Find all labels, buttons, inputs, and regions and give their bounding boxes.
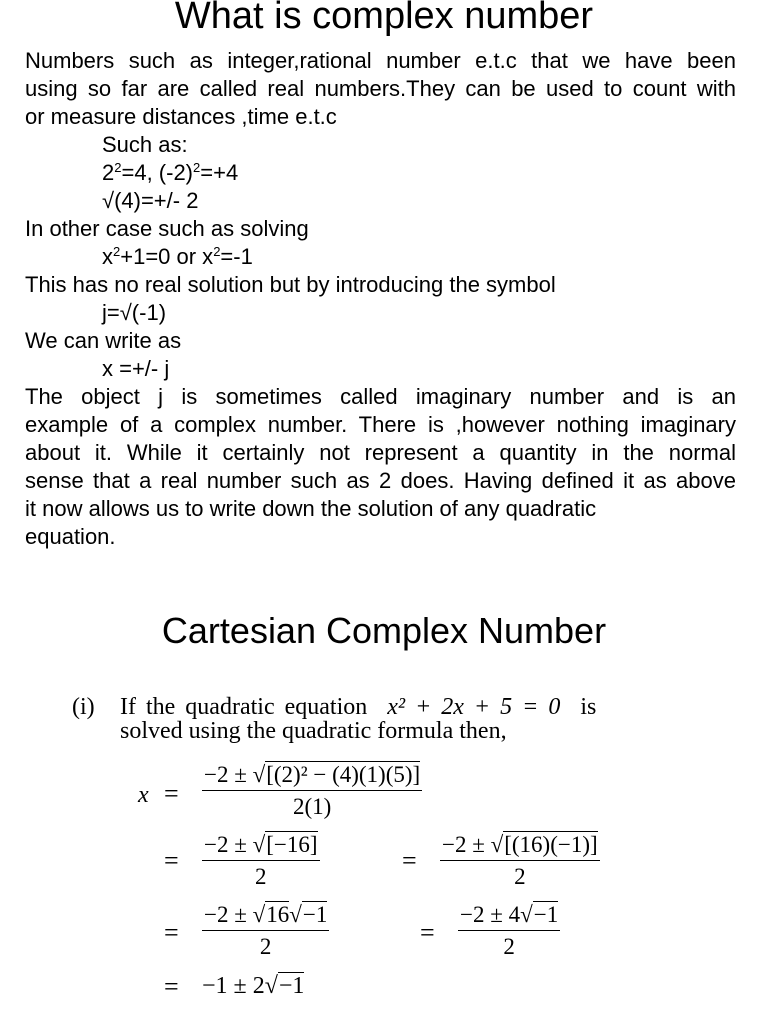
equals-sign-4: = — [164, 918, 179, 947]
intro-line-1: Numbers such as integer,rational number e.t.c that we have been — [25, 48, 736, 73]
equals-sign-3: = — [402, 846, 417, 875]
page-title: What is complex number — [174, 0, 594, 37]
fraction-3: $\frac{-2 \pm √[(16)(-1)]}{2}$ — [442, 832, 598, 889]
example-root: √(4)=+/- 2 — [102, 188, 199, 213]
paragraph-line-4: sense that a real number such as 2 does. Having defined it as above — [25, 468, 736, 493]
x-variable: x — [138, 782, 149, 808]
equals-sign-2: = — [164, 846, 179, 875]
paragraph-line-3: about it. While it certainly not represent a quantity in the normal — [25, 440, 736, 465]
we-can-write-line: We can write as — [25, 328, 182, 353]
section-title: Cartesian Complex Number — [161, 610, 607, 651]
equals-sign-5: = — [420, 918, 435, 947]
intro-line-3: or measure distances ,time e.t.c — [25, 104, 337, 129]
fraction-2: $\frac{-2 \pm √[-16]}{2}$ — [204, 832, 318, 889]
fraction-4: $\frac{-2 \pm √16√-1}{2}$ — [204, 902, 328, 959]
paragraph-line-5: it now allows us to write down the solution of any quadratic — [25, 496, 597, 521]
j-definition: j=√(-1) — [102, 300, 167, 325]
equation-x-squared: $x^2+1=0$ or $x^2=-1$ — [102, 244, 253, 269]
paragraph-line-2: example of a complex number. There is ,however nothing imaginary — [25, 412, 736, 437]
such-as-label: Such as: — [102, 132, 188, 157]
equals-sign-6: = — [164, 972, 179, 1001]
paragraph-line-6: equation. — [25, 524, 116, 549]
example-line-2: solved using the quadratic formula then, — [120, 718, 507, 744]
example-line-1: If the quadratic equation x² + 2x + 5 = 0 is — [120, 694, 597, 720]
other-case-line: In other case such as solving — [25, 216, 309, 241]
example-squares: $2^2=4$, $(-2)^2=+4$ — [102, 160, 239, 185]
equals-sign-1: = — [164, 779, 179, 808]
intro-line-2: using so far are called real numbers.They can be used to count with — [25, 76, 736, 101]
final-result: −1 ± 2√−1 — [202, 973, 305, 999]
example-label: (i) — [72, 694, 95, 720]
fraction-5: $\frac{-2 \pm 4√-1}{2}$ — [460, 902, 559, 959]
x-solution: x =+/- j — [102, 356, 170, 381]
no-real-solution-line: This has no real solution but by introducing the symbol — [25, 272, 556, 297]
fraction-1: $\frac{\text{−2 ± √[(2)² − (4)(1)(5)]}}{2(1)}$ — [204, 762, 421, 819]
paragraph-line-1: The object j is sometimes called imaginary number and is an — [25, 384, 736, 409]
